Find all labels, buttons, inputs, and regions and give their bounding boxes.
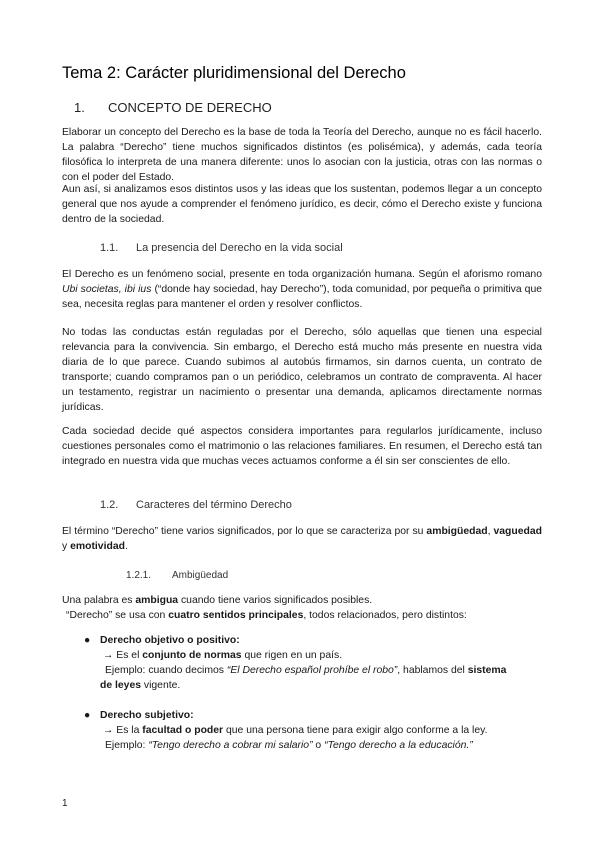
subsection-heading-1-2 <box>100 499 292 511</box>
text-run: y <box>62 540 71 552</box>
text-run: cuando tiene varios significados posibles. <box>178 595 373 606</box>
subsection-title: La presencia del Derecho en la vida social <box>136 242 343 254</box>
text-run: que una persona tiene para exigir algo conforme a la ley. <box>223 725 488 736</box>
text-run: (“donde hay sociedad, hay Derecho”), toda comunidad, por pequeña o primitiva que sea, necesita reglas para mantener el orden y resolver conflictos. <box>62 283 542 310</box>
text-run: , todos relacionados, pero distintos: <box>303 610 467 621</box>
intro-paragraph-1: Elaborar un concepto del Derecho es la base de toda la Teoría del Derecho, aunque no es fácil hacerlo. La palabra “Derecho” tiene muchos significados distintos (es polisémica), y además, cada teoría filosófica lo interpreta de una manera diferente: unos lo asocian con la justicia, otras con las normas o con el poder del Estado. <box>62 127 542 183</box>
text-run: Ejemplo: <box>105 740 149 751</box>
bullet-icon: ● <box>84 710 91 721</box>
definition-line-sentidos <box>66 610 467 621</box>
text-run: → Es el <box>103 650 143 661</box>
text-run: vigente. <box>141 680 181 691</box>
keyword-vaguedad: vaguedad <box>493 526 543 537</box>
bullet-icon: ● <box>84 635 91 646</box>
bullet-title: Derecho objetivo o positivo: <box>100 635 240 646</box>
keyword-conjunto-normas: conjunto de normas <box>142 650 242 661</box>
keyword-cuatro-sentidos: cuatro sentidos principales <box>168 610 304 621</box>
subsection-number: 1.2. <box>100 499 119 511</box>
example-quote: “Tengo derecho a la educación.” <box>324 740 473 751</box>
paragraph-cada-sociedad: Cada sociedad decide qué aspectos considera importantes para regularlos jurídicamente, incluso cuestiones personales como el matrimonio o las relaciones familiares. En resumen, el Derecho está tan integrado en nuestra vida que muchas veces actuamos conforme a él sin ser conscientes de ello. <box>62 426 542 467</box>
paragraph-termino-derecho <box>62 525 542 555</box>
section-title: CONCEPTO DE DERECHO <box>108 100 272 115</box>
bullet-derecho-objetivo <box>84 635 240 646</box>
text-run: Una palabra es <box>62 595 136 606</box>
keyword-emotividad: emotividad <box>70 540 125 552</box>
subsection-title: Caracteres del término Derecho <box>136 499 292 511</box>
text-run: . <box>124 540 128 552</box>
paragraph-conductas-reguladas: No todas las conductas están reguladas por el Derecho, sólo aquellas que tienen una especial relevancia para la convivencia. Sin embargo, el Derecho está mucho más presente en nuestra vida diaria de lo que parece. Cuando subimos al autobús firmamos, sin darnos cuenta, un contrato de transporte; cuando compramos pan o un periódico, celebramos un contrato de compraventa. Al hacer un testamento, registrar un nacimiento o presentar una demanda, aplicamos directamente normas jurídicas. <box>62 327 542 413</box>
example-quote: “Tengo derecho a cobrar mi salario” <box>148 740 313 751</box>
subsubsection-number: 1.2.1. <box>126 570 152 581</box>
text-run: , <box>487 526 494 537</box>
keyword-sistema: sistema <box>467 665 507 676</box>
bullet-definition <box>103 725 487 736</box>
text-run: o <box>312 740 325 751</box>
page-number: 1 <box>62 798 68 809</box>
subsubsection-title: Ambigüedad <box>172 570 229 581</box>
latin-aphorism: Ubi societas, ibi ius <box>62 283 152 295</box>
bullet-title: Derecho subjetivo: <box>100 710 194 721</box>
definition-line-ambigua <box>62 595 372 606</box>
text-run: → Es la <box>103 725 143 736</box>
document-title: Tema 2: Carácter pluridimensional del Derecho <box>62 64 406 82</box>
intro-paragraph-2: Aun así, si analizamos esos distintos usos y las ideas que los sustentan, podemos llegar a un concepto general que nos ayude a comprender el fenómeno jurídico, es decir, cómo el Derecho existe y funciona dentro de la sociedad. <box>62 184 542 225</box>
bullet-example <box>105 740 473 751</box>
bullet-definition <box>103 650 342 661</box>
text-run: que rigen en un país. <box>241 650 343 661</box>
bullet-derecho-subjetivo <box>84 710 194 721</box>
keyword-de-leyes: de leyes <box>100 680 142 691</box>
subsection-number: 1.1. <box>100 242 119 254</box>
text-run: “Derecho” se usa con <box>66 610 169 621</box>
text-run: El término “Derecho” tiene varios significados, por lo que se caracteriza por su <box>62 526 427 537</box>
text-run: Ejemplo: cuando decimos <box>105 665 227 676</box>
keyword-ambigua: ambigua <box>135 595 179 606</box>
subsubsection-heading-1-2-1 <box>126 570 228 581</box>
section-number: 1. <box>74 100 85 115</box>
section-heading-concepto <box>74 100 272 115</box>
bullet-example-continuation <box>100 680 180 691</box>
paragraph-fenomeno-social <box>62 268 542 313</box>
keyword-ambiguedad: ambigüedad <box>426 526 488 537</box>
text-run: , hablamos del <box>397 665 468 676</box>
keyword-facultad-poder: facultad o poder <box>142 725 224 736</box>
example-quote: “El Derecho español prohíbe el robo” <box>226 665 398 676</box>
text-run: El Derecho es un fenómeno social, presente en toda organización humana. Según el aforismo romano <box>62 269 542 280</box>
bullet-example <box>105 665 506 676</box>
subsection-heading-1-1 <box>100 242 343 254</box>
